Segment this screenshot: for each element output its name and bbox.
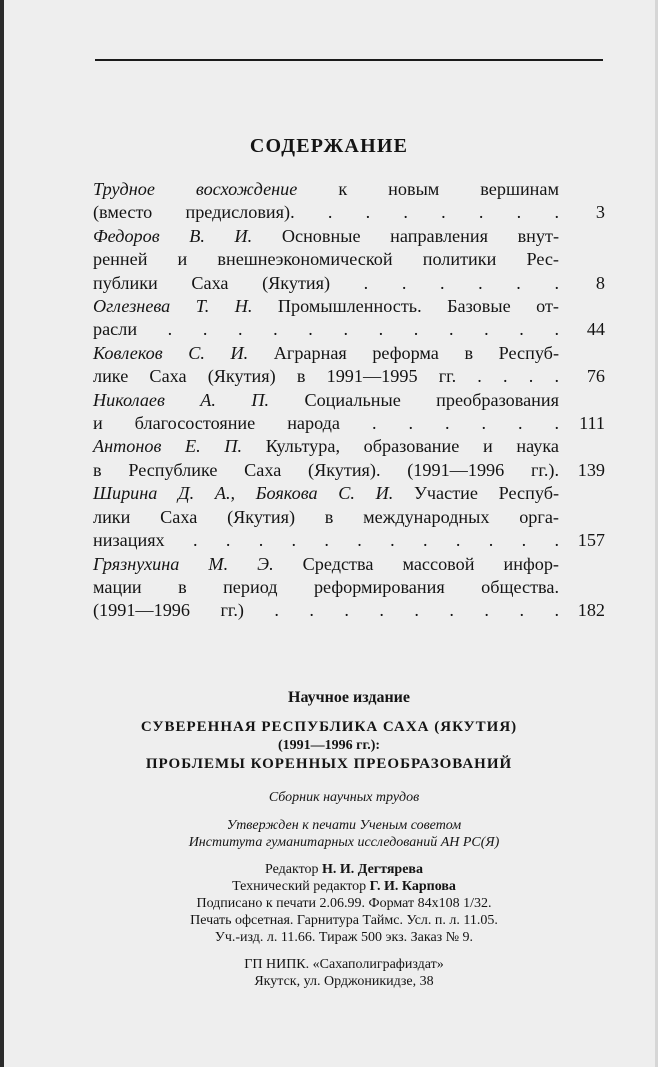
toc-entry-title: лике Саха (Якутия) в 1991—1995 гг. . . . . [93, 366, 559, 387]
toc-page-number: 3 [595, 202, 605, 223]
toc-entry-title: (1991—1996 гг.) . . . . . . . . . [93, 600, 559, 621]
top-rule [95, 59, 603, 61]
toc-entry-title: в Республике Саха (Якутия). (1991—1996 гг.). [93, 459, 559, 480]
toc-page-number: 182 [577, 600, 605, 621]
toc-entry-text [93, 365, 559, 388]
toc-entry-text [93, 576, 559, 599]
toc-entry-author: Грязнухина М. Э. [93, 553, 274, 574]
toc-page-number: 157 [577, 530, 605, 551]
toc-entry-text [93, 553, 559, 576]
toc-entry-title: Промышленность. Базовые от- [252, 296, 559, 317]
toc-entry-title: (вместо предисловия). . . . . . . . [93, 202, 559, 223]
tech-editor-name: Г. И. Карпова [369, 879, 456, 894]
toc-entry-line [93, 389, 605, 412]
toc-entry-line [93, 272, 605, 295]
imprint [0, 688, 658, 990]
approval-line-1: Утвержден к печати Ученым советом [226, 818, 462, 833]
toc-entry-line [93, 342, 605, 365]
toc-entry-line [93, 412, 605, 435]
editor-line [30, 861, 658, 878]
book-subtitle: ПРОБЛЕМЫ КОРЕННЫХ ПРЕОБРАЗОВАНИЙ [145, 756, 513, 772]
toc-entry-line [93, 365, 605, 388]
toc-entry-title: к новым вершинам [297, 179, 559, 199]
toc-entry-title: расли . . . . . . . . . . . . [93, 319, 559, 340]
toc-entry-line [93, 201, 605, 224]
toc-entry-title: низациях . . . . . . . . . . . . [93, 530, 559, 551]
toc-entry-title: Социальные преобразования [269, 389, 559, 410]
tech-editor-label: Технический редактор [232, 879, 370, 894]
toc-title: СОДЕРЖАНИЕ [249, 135, 409, 157]
toc-entry-author: Федоров В. И. [93, 225, 253, 246]
toc-page-number: 139 [577, 459, 605, 480]
toc-entry-line [93, 599, 605, 622]
toc-page-number: 76 [586, 366, 605, 387]
toc-entry-title: лики Саха (Якутия) в международных орга- [93, 506, 559, 527]
toc-entry-text [93, 295, 559, 318]
toc-entry-line [93, 295, 605, 318]
print-details-2: Печать офсетная. Гарнитура Таймс. Усл. п. л. 11.05. [190, 913, 498, 928]
toc-entry-text [93, 529, 559, 552]
toc-entry-line [93, 529, 605, 552]
toc-entry-text [93, 506, 559, 529]
toc-entry-title: Аграрная реформа в Респуб- [248, 342, 559, 363]
toc-entry-text [93, 248, 559, 271]
toc-entry-title: Средства массовой инфор- [273, 553, 559, 574]
toc-entry-title: Основные направления внут- [252, 225, 559, 246]
toc-entry-line [93, 459, 605, 482]
toc-entry-line [93, 178, 605, 201]
toc-entry-author: Ковлеков С. И. [93, 342, 249, 363]
toc-entry-text [93, 459, 559, 482]
toc-entry-line [93, 553, 605, 576]
toc-entry-author: Трудное восхождение [93, 179, 298, 199]
toc-entry-line [93, 225, 605, 248]
toc-entry-text [93, 599, 559, 622]
toc-entry-text [93, 225, 559, 248]
toc-entry-line [93, 482, 605, 505]
toc-entry-text [93, 482, 559, 505]
publisher-address: Якутск, ул. Орджоникидзе, 38 [254, 974, 434, 989]
toc-entry-text [93, 412, 559, 435]
book-title: СУВЕРЕННАЯ РЕСПУБЛИКА САХА (ЯКУТИЯ) [140, 719, 518, 735]
tech-editor-line [30, 878, 658, 895]
print-details-3: Уч.-изд. л. 11.66. Тираж 500 экз. Заказ № 9. [214, 930, 474, 945]
toc-page-number: 44 [586, 319, 605, 340]
imprint-label: Научное издание [288, 689, 410, 706]
toc-entry-author: Николаев А. П. [93, 389, 270, 410]
toc-entry-line [93, 248, 605, 271]
toc-entry-author: Оглезнева Т. Н. [93, 296, 253, 317]
toc-entry-text [93, 318, 559, 341]
toc-entry-text [93, 389, 559, 412]
toc-entry-line [93, 435, 605, 458]
toc-entry-title: публики Саха (Якутия) . . . . . . [93, 272, 559, 293]
toc-entry-text [93, 435, 559, 458]
approval-line-2: Института гуманитарных исследований АН РС(Я) [188, 835, 500, 850]
toc-entry-text [93, 178, 559, 201]
toc-entry-title: Культура, образование и наука [242, 436, 559, 457]
toc-entry-author: Антонов Е. П. [93, 436, 243, 457]
toc-entry-text [93, 342, 559, 365]
toc-entry-line [93, 576, 605, 599]
toc-entry-title: ренней и внешнеэкономической политики Рес- [93, 249, 559, 270]
toc-entry-title: Участие Респуб- [393, 483, 560, 504]
toc-entry-title: мации в период реформирования общества. [93, 576, 559, 597]
table-of-contents [93, 178, 605, 623]
editor-name: Н. И. Дегтярева [322, 862, 423, 877]
toc-page-number: 111 [579, 413, 605, 434]
toc-entry-author: Ширина Д. А., Боякова С. И. [93, 483, 394, 504]
toc-entry-line [93, 318, 605, 341]
toc-page-number: 8 [595, 272, 605, 293]
toc-entry-line [93, 506, 605, 529]
publisher-name: ГП НИПК. «Сахаполиграфиздат» [244, 957, 444, 972]
toc-entry-text [93, 201, 559, 224]
toc-entry-title: и благосостояние народа . . . . . . [93, 413, 559, 434]
series-name: Сборник научных трудов [268, 790, 420, 805]
toc-entry-text [93, 272, 559, 295]
editor-label: Редактор [264, 862, 323, 877]
print-details-1: Подписано к печати 2.06.99. Формат 84х108 1/32. [196, 896, 492, 911]
book-years: (1991—1996 гг.): [277, 738, 381, 753]
